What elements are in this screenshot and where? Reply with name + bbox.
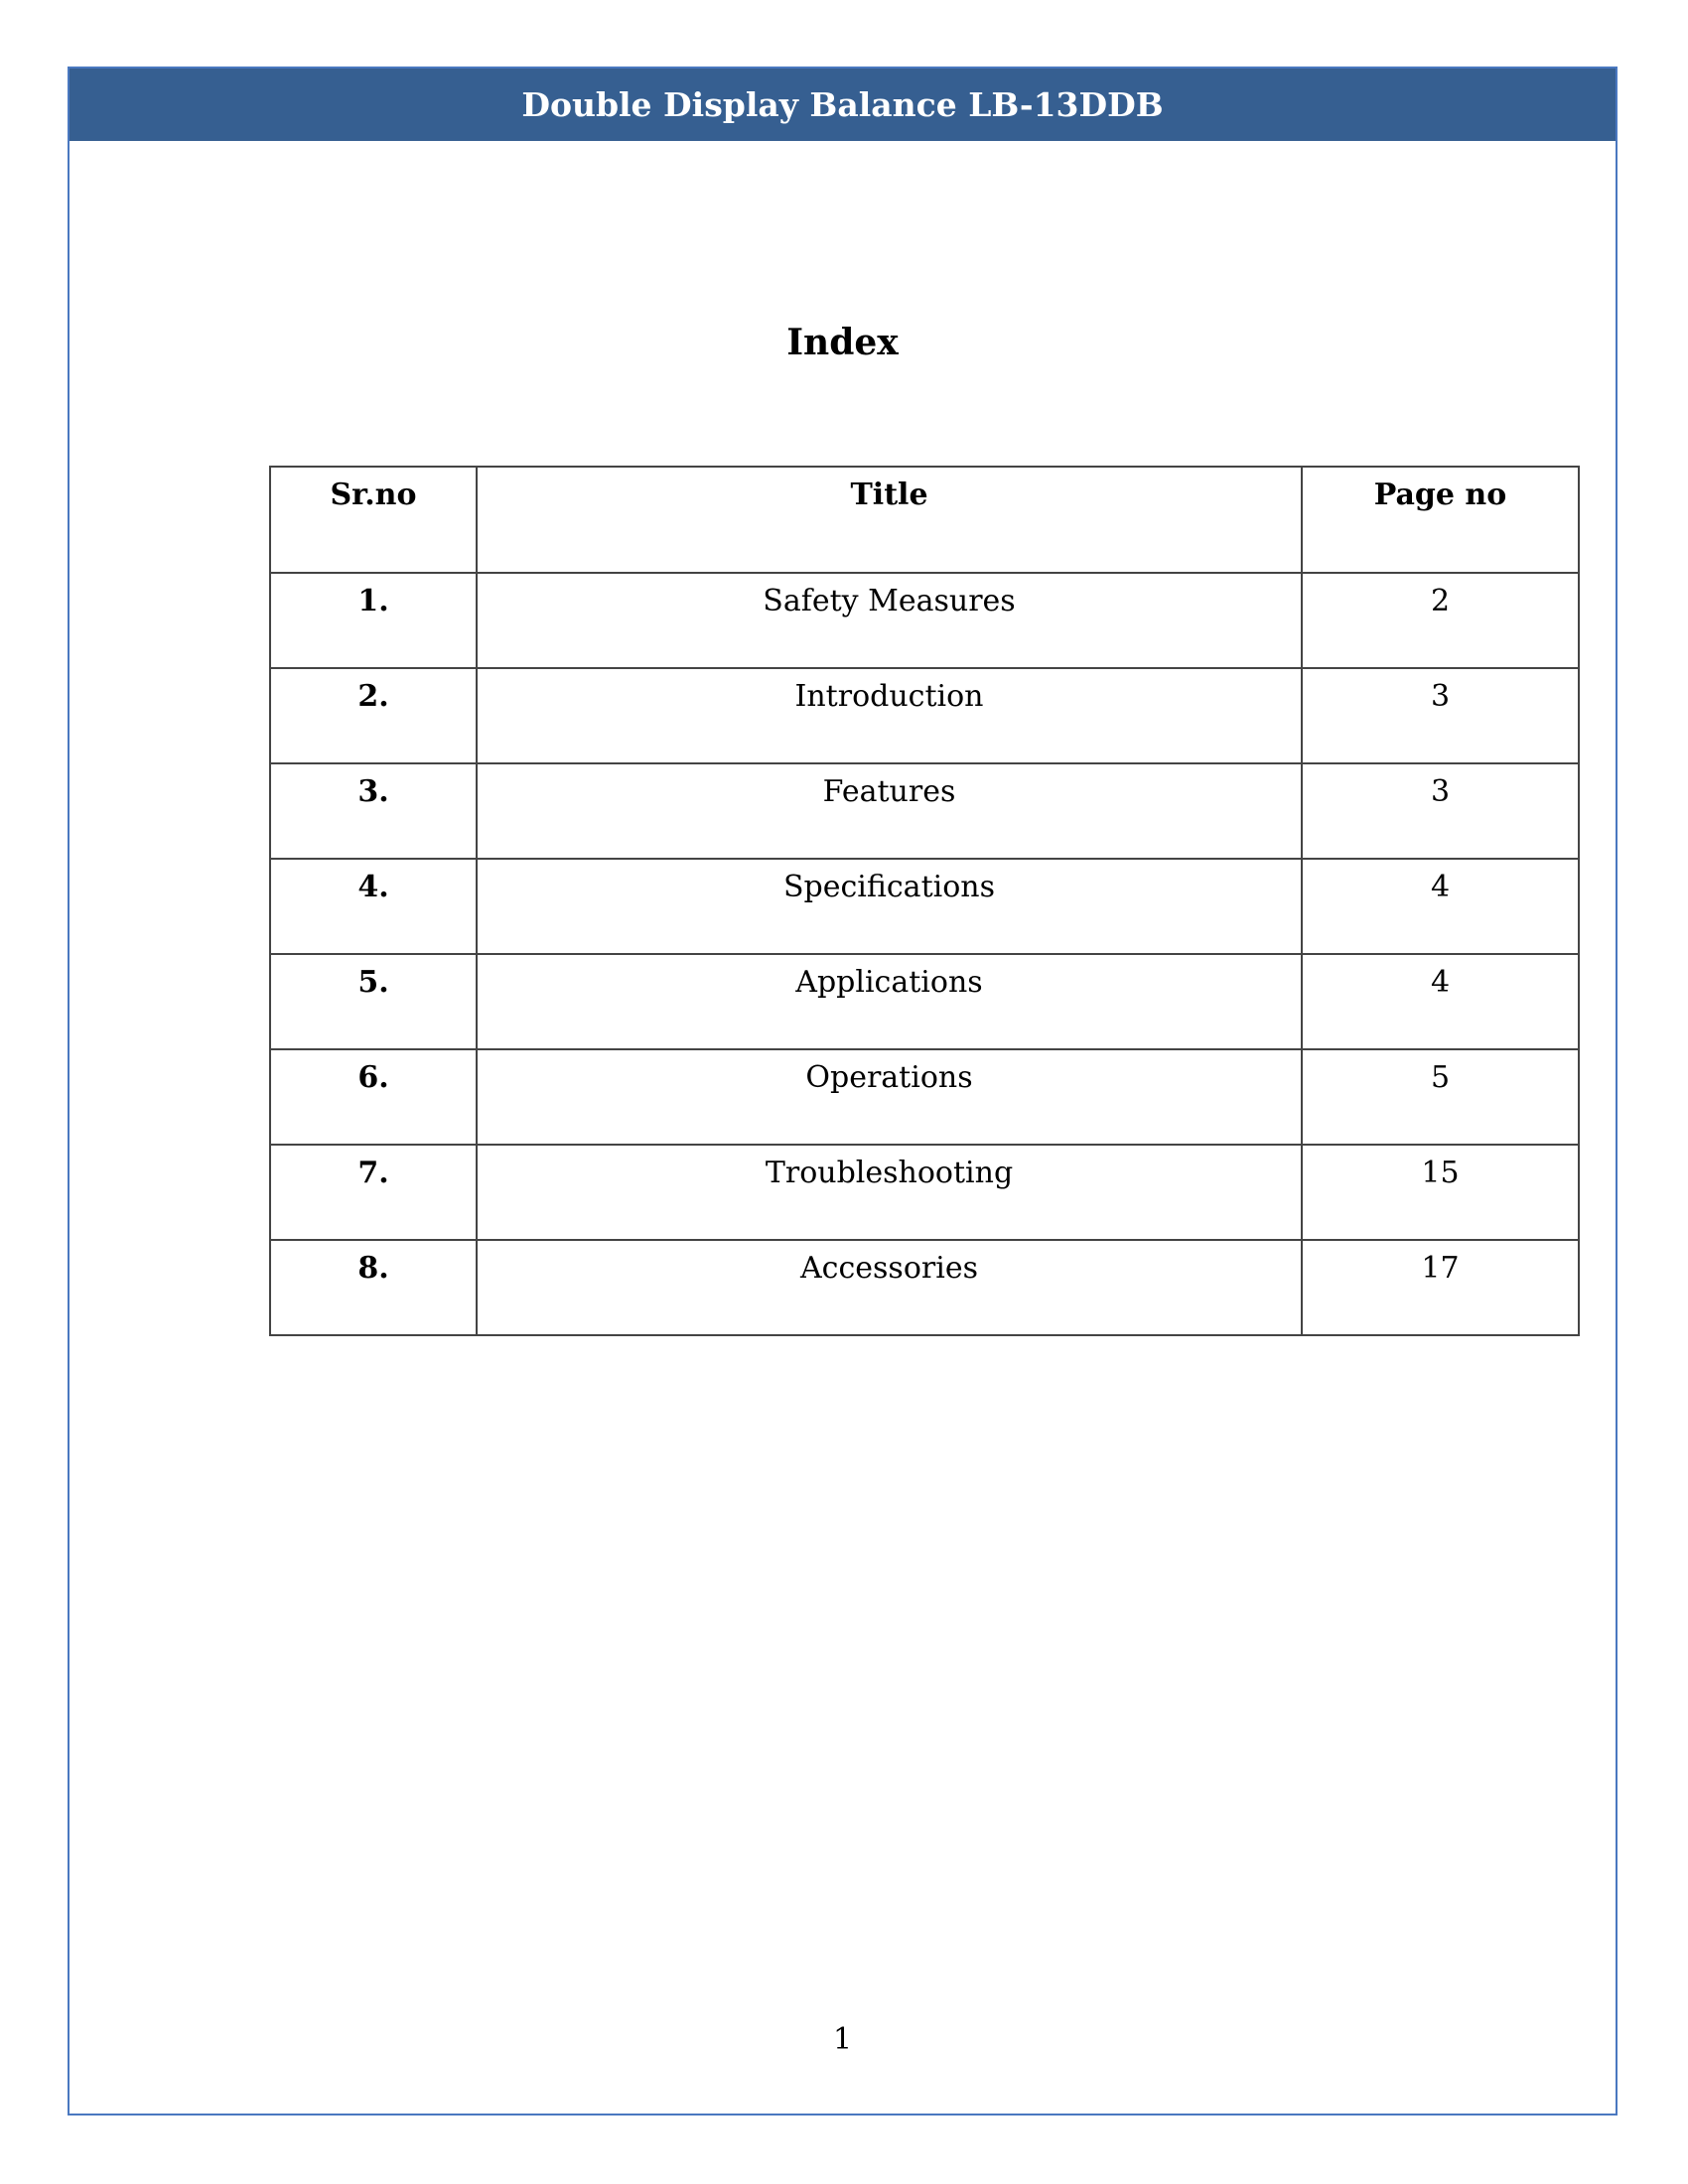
table-row (270, 573, 1579, 668)
page-frame (68, 67, 1618, 2116)
row-srno: 3. (270, 763, 477, 859)
table-row (270, 1145, 1579, 1240)
table-row (270, 954, 1579, 1049)
table-row (270, 668, 1579, 763)
row-srno: 4. (270, 859, 477, 954)
document-title: Double Display Balance LB-13DDB (521, 85, 1164, 124)
row-page: 3 (1302, 763, 1579, 859)
row-title: Specifications (477, 859, 1302, 954)
table-row (270, 1240, 1579, 1335)
table-row (270, 1049, 1579, 1145)
table-row (270, 763, 1579, 859)
row-title: Accessories (477, 1240, 1302, 1335)
row-title: Safety Measures (477, 573, 1302, 668)
index-table (269, 466, 1580, 1336)
row-page: 3 (1302, 668, 1579, 763)
row-srno: 7. (270, 1145, 477, 1240)
row-title: Operations (477, 1049, 1302, 1145)
table-row (270, 859, 1579, 954)
column-header-title: Title (477, 467, 1302, 573)
row-page: 5 (1302, 1049, 1579, 1145)
row-srno: 1. (270, 573, 477, 668)
page-number: 1 (832, 2022, 853, 2057)
row-title: Troubleshooting (477, 1145, 1302, 1240)
row-srno: 6. (270, 1049, 477, 1145)
row-page: 4 (1302, 859, 1579, 954)
column-header-page: Page no (1302, 467, 1579, 573)
column-header-srno: Sr.no (270, 467, 477, 573)
row-srno: 5. (270, 954, 477, 1049)
index-heading: Index (786, 322, 899, 363)
row-page: 17 (1302, 1240, 1579, 1335)
row-title: Introduction (477, 668, 1302, 763)
row-page: 2 (1302, 573, 1579, 668)
row-title: Applications (477, 954, 1302, 1049)
row-page: 4 (1302, 954, 1579, 1049)
row-srno: 8. (270, 1240, 477, 1335)
row-title: Features (477, 763, 1302, 859)
document-header (70, 68, 1616, 141)
row-srno: 2. (270, 668, 477, 763)
table-header-row (270, 467, 1579, 573)
row-page: 15 (1302, 1145, 1579, 1240)
